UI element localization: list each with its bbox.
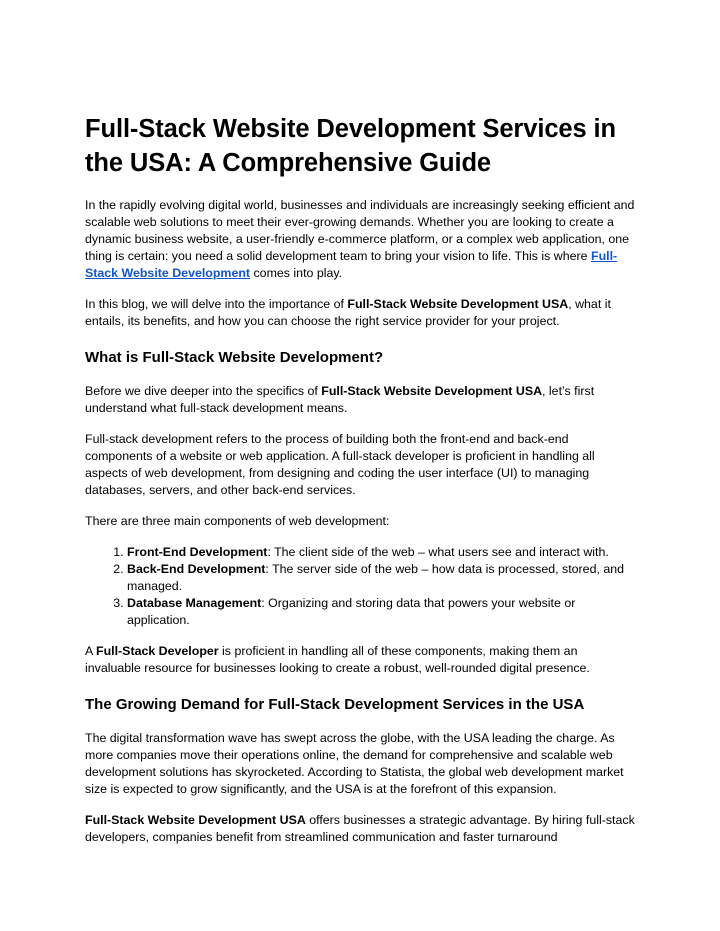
section1-p1-text-end: , let’s first understand what full-stack development means. [85,384,595,415]
section-heading-what-is: What is Full-Stack Website Development? [85,349,384,366]
section2-paragraph-2 [85,812,636,846]
section1-paragraph-3: There are three main components of web development: [85,514,390,528]
list-item-term: Back-End Development [127,562,266,576]
section-heading-growing-demand: The Growing Demand for Full-Stack Development Services in the USA [85,696,585,713]
list-item [127,595,636,629]
section2-p2-text: offers businesses a strategic advantage. By hiring full-stack developers, companies benefit from streamlined communication and faster turnaround [85,813,635,844]
section1-p1-text: Before we dive deeper into the specifics of [85,384,322,398]
section2-paragraph-1: The digital transformation wave has swept across the globe, with the USA leading the charge. As more companies move their operations online, the demand for comprehensive and scalable web development solutions has skyrocketed. According to Statista, the global web development market size is expected to grow significantly, and the USA is at the forefront of this expansion. [85,731,624,796]
intro-text-end: comes into play. [250,266,343,280]
page-title: Full-Stack Website Development Services in the USA: A Comprehensive Guide [85,115,617,177]
section1-paragraph-4 [85,643,636,677]
blog-intro-text: In this blog, we will delve into the importance of [85,297,348,311]
list-item-desc: : The server side of the web – how data is processed, stored, and managed. [127,562,625,593]
components-list [85,544,636,629]
blog-intro-bold: Full-Stack Website Development USA [347,297,569,311]
section1-p4-text: A [85,644,97,658]
list-item-desc: : The client side of the web – what users see and interact with. [267,545,609,559]
list-item-term: Database Management [127,596,262,610]
section1-p4-text-end: is proficient in handling all of these components, making them an invaluable resource for businesses looking to create a robust, well-rounded digital presence. [85,644,590,675]
section1-p1-bold: Full-Stack Website Development USA [321,384,543,398]
list-item [127,561,636,595]
blog-intro-text-end: , what it entails, its benefits, and how you can choose the right service provider for your project. [85,297,611,328]
list-item-desc: : Organizing and storing data that powers your website or application. [127,596,576,627]
intro-text: In the rapidly evolving digital world, businesses and individuals are increasingly seeking efficient and scalable web solutions to meet their ever-growing demands. Whether you are looking to create a dynamic business website, a user-friendly e-commerce platform, or a complex web application, one thing is certain: you need a solid development team to bring your vision to life. This is where [85,198,635,263]
section2-p2-bold: Full-Stack Website Development USA [85,813,306,827]
list-item [127,544,636,561]
intro-paragraph [85,197,636,282]
section1-paragraph-2: Full-stack development refers to the process of building both the front-end and back-end components of a website or web application. A full-stack developer is proficient in handling all aspects of web development, from designing and coding the user interface (UI) to managing databases, servers, and other back-end services. [85,432,595,497]
section1-p4-bold: Full-Stack Developer [96,644,219,658]
blog-intro-paragraph [85,296,636,330]
list-item-term: Front-End Development [127,545,268,559]
full-stack-development-link[interactable]: Full-Stack Website Development [85,249,618,280]
section1-paragraph-1 [85,383,636,417]
